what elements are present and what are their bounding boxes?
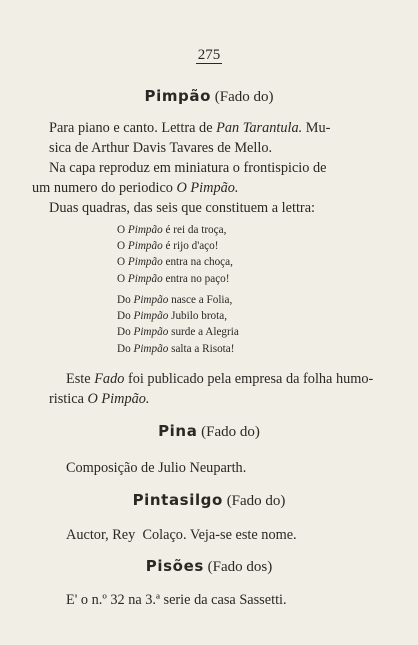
page-number: 275 bbox=[197, 47, 221, 63]
verse-stanza-2 bbox=[117, 292, 239, 357]
entry-headword: Pina bbox=[158, 422, 198, 440]
verse-line: O Pimpão entra no paço! bbox=[117, 272, 230, 285]
text-line: Para piano e canto. Lettra de Pan Tarantula. Mu- bbox=[49, 120, 331, 136]
text-line: ristica O Pimpão. bbox=[49, 391, 150, 407]
verse-line: O Pimpão entra na choça, bbox=[117, 256, 233, 269]
entry-closing-pimpao bbox=[49, 369, 386, 409]
verse-line: Do Pimpão surde a Alegria bbox=[117, 326, 239, 339]
entry-heading-pisoes bbox=[0, 557, 418, 576]
verse-line: O Pimpão é rijo d'aço! bbox=[117, 240, 219, 253]
verse-line: Do Pimpão nasce a Folia, bbox=[117, 294, 233, 306]
entry-text-pina: Composição de Julio Neuparth. bbox=[66, 460, 247, 476]
text-line: um numero do periodico O Pimpão. bbox=[32, 180, 239, 196]
verse-stanza-1 bbox=[117, 222, 233, 287]
verse-line: O Pimpão é rei da troça, bbox=[117, 224, 227, 236]
entry-text-pisoes: E' o n.º 32 na 3.ª serie da casa Sassetti. bbox=[66, 592, 287, 608]
entry-type: (Fado do) bbox=[222, 493, 286, 509]
text-line: sica de Arthur Davis Tavares de Mello. bbox=[49, 140, 273, 156]
verse-line: Do Pimpão salta a Risota! bbox=[117, 342, 235, 355]
entry-heading-pina bbox=[0, 422, 418, 441]
entry-type: (Fado do) bbox=[197, 424, 260, 440]
text-line: Este Fado foi publicado pela empresa da folha humo- bbox=[66, 371, 374, 387]
entry-headword: Pintasilgo bbox=[132, 491, 223, 509]
entry-headword: Pimpão bbox=[144, 87, 212, 105]
entry-heading-pimpao bbox=[0, 87, 418, 106]
entry-type: (Fado do) bbox=[211, 89, 274, 105]
entry-heading-pintasilgo bbox=[0, 491, 418, 510]
text-line: Na capa reproduz em miniatura o frontispicio de bbox=[49, 160, 327, 176]
entry-headword: Pisões bbox=[145, 557, 204, 575]
entry-text-pintasilgo: Auctor, Rey Colaço. Veja-se este nome. bbox=[66, 527, 297, 543]
verse-line: Do Pimpão Jubilo brota, bbox=[117, 310, 228, 323]
text-line: Duas quadras, das seis que constituem a lettra: bbox=[49, 200, 316, 216]
entry-type: (Fado dos) bbox=[203, 559, 273, 575]
entry-paragraph-pimpao bbox=[32, 118, 369, 218]
